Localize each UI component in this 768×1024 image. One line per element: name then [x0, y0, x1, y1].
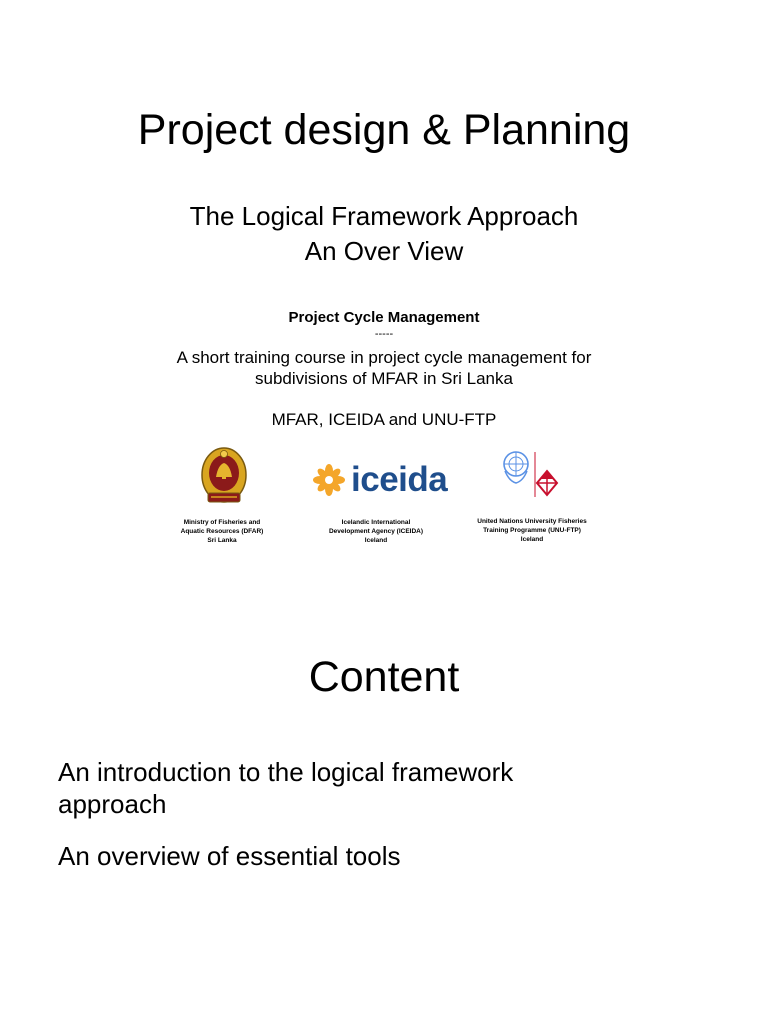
unu-ftp-caption-line-3: Iceland [520, 536, 544, 543]
iceida-caption-line-2: Development Agency (ICEIDA) [328, 528, 424, 535]
iceida-wordmark: iceida [351, 460, 448, 499]
description-line-2: subdivisions of MFAR in Sri Lanka [255, 369, 513, 388]
content-item-2 [58, 840, 718, 872]
sri-lanka-emblem-icon [199, 445, 249, 507]
unu-ftp-logo-icon [499, 449, 569, 501]
content-title: Content [308, 653, 460, 701]
dfar-caption-line-3: Sri Lanka [207, 537, 237, 544]
dfar-caption [132, 518, 312, 545]
content-item-1 [58, 756, 718, 820]
subtitle-line-1: The Logical Framework Approach [189, 201, 579, 231]
course-description [0, 347, 768, 389]
dfar-caption-line-1: Ministry of Fisheries and [183, 519, 261, 526]
course-heading: Project Cycle Management [288, 309, 480, 326]
content-item-1-line-2: approach [58, 789, 167, 819]
content-item-1-line-1: An introduction to the logical framework [58, 757, 514, 787]
dfar-caption-line-2: Aquatic Resources (DFAR) [180, 528, 264, 535]
slide-subtitle [0, 199, 768, 269]
heading-divider: ----- [374, 328, 394, 340]
content-item-2-line-1: An overview of essential tools [58, 841, 401, 871]
description-line-1: A short training course in project cycle management for [176, 348, 592, 367]
partners-line: MFAR, ICEIDA and UNU-FTP [271, 410, 497, 429]
iceida-caption-line-1: Icelandic International [341, 519, 411, 526]
iceida-logo-icon [312, 463, 346, 497]
subtitle-line-2: An Over View [304, 236, 464, 266]
unu-ftp-caption [442, 517, 622, 544]
iceida-caption [286, 518, 466, 545]
slide-title: Project design & Planning [137, 106, 631, 154]
unu-ftp-caption-line-2: Training Programme (UNU-FTP) [483, 527, 581, 534]
iceida-caption-line-3: Iceland [364, 537, 388, 544]
unu-ftp-caption-line-1: United Nations University Fisheries [477, 518, 587, 525]
